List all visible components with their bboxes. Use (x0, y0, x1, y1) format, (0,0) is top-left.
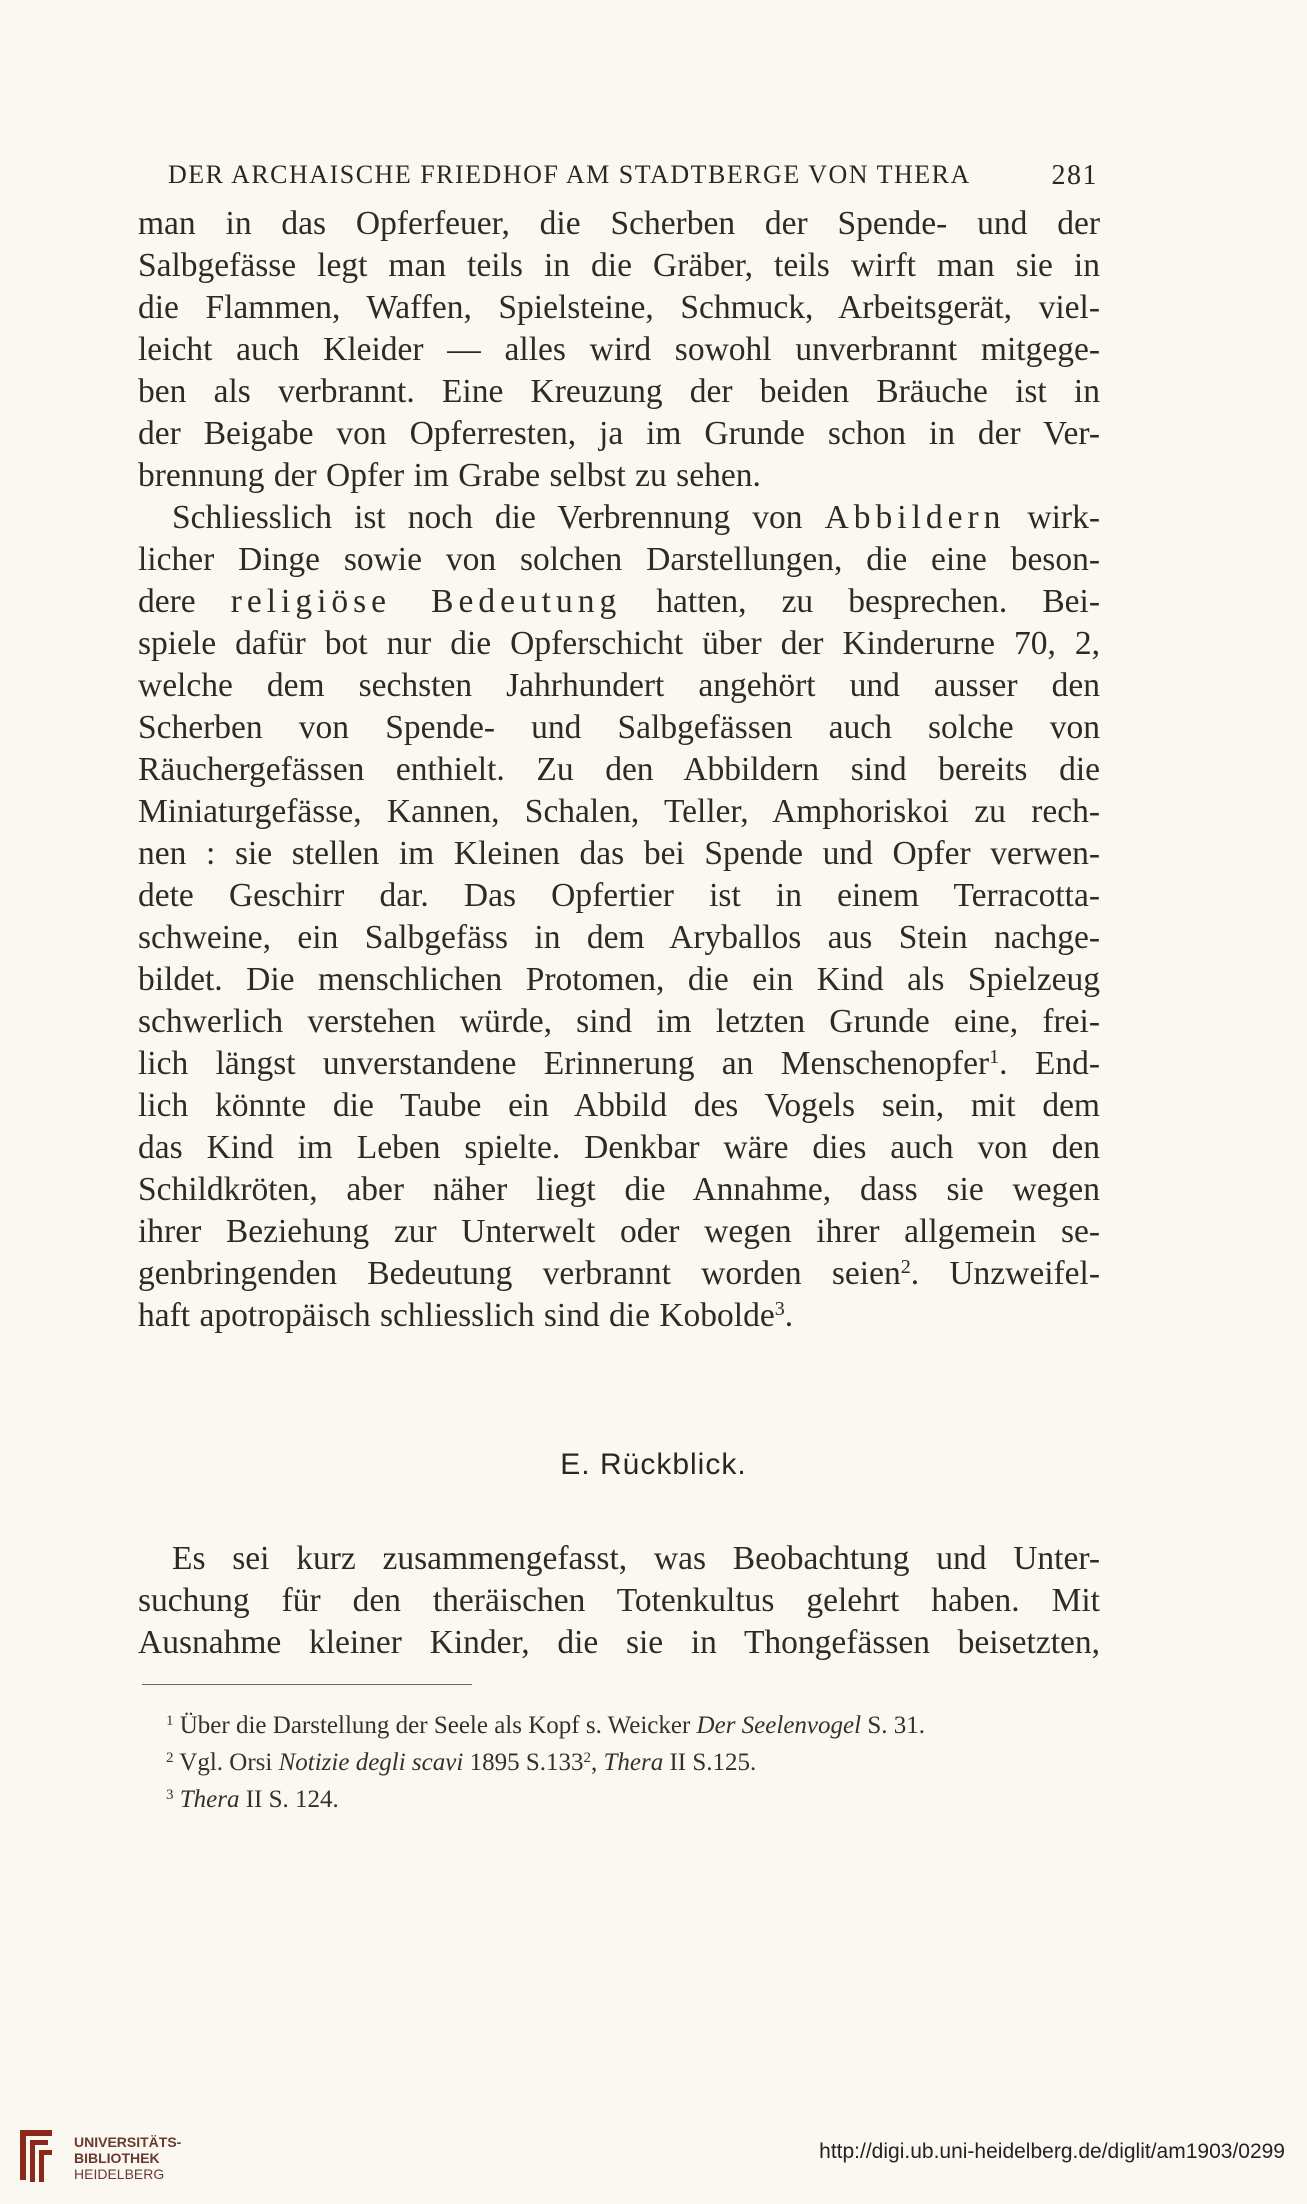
text-run: S. 31. (861, 1712, 925, 1739)
logo-line: BIBLIOTHEK (74, 2150, 160, 2166)
running-head-title: DER ARCHAISCHE FRIEDHOF AM STADTBERGE VON THERA (168, 160, 971, 189)
body-line: Es sei kurz zusammengefasst, was Beobachtung und Unter- (172, 1540, 1100, 1577)
body-line: schwerlich verstehen würde, sind im letzten Grunde eine, frei- (138, 1003, 1100, 1040)
body-line: Scherben von Spende- und Salbgefässen auch solche von (138, 709, 1100, 746)
body-line: ben als verbrannt. Eine Kreuzung der beiden Bräuche ist in (138, 373, 1100, 410)
section-heading: E. Rückblick. (560, 1448, 747, 1481)
text-run: II S. 124. (239, 1786, 339, 1813)
text-run: genbringenden Bedeutung verbrannt worden seien (138, 1255, 901, 1292)
footnote-3 (166, 1781, 1106, 1818)
body-line: man in das Opferfeuer, die Scherben der Spende- und der (138, 205, 1100, 242)
text-run: lich längst unverstandene Erinnerung an Menschenopfer (138, 1045, 990, 1082)
body-line: ihrer Beziehung zur Unterwelt oder wegen ihrer allgemein se- (138, 1213, 1100, 1250)
logo-line: HEIDELBERG (74, 2166, 165, 2182)
body-line: nen : sie stellen im Kleinen das bei Spende und Opfer verwen- (138, 835, 1100, 872)
footnote-ref: 3 (774, 1297, 785, 1320)
library-logo-icon (14, 2126, 58, 2186)
digitization-footer (0, 2122, 1307, 2204)
body-line: Schildkröten, aber näher liegt die Annahme, dass sie wegen (138, 1171, 1100, 1208)
body-line: die Flammen, Waffen, Spielsteine, Schmuck, Arbeitsgerät, viel- (138, 289, 1100, 326)
permalink-url[interactable]: http://digi.ub.uni-heidelberg.de/diglit/am1903/0299 (819, 2140, 1285, 2163)
text-run: Vgl. Orsi (173, 1749, 279, 1776)
text-run: . End- (999, 1045, 1100, 1082)
body-line: dete Geschirr dar. Das Opfertier ist in einem Terracotta- (138, 877, 1100, 914)
italic-title: Thera (173, 1786, 240, 1813)
text-run: . Unzweifel- (910, 1255, 1100, 1292)
body-line: Miniaturgefässe, Kannen, Schalen, Teller, Amphoriskoi zu rech- (138, 793, 1100, 830)
footnotes (166, 1707, 1106, 1818)
body-line: spiele dafür bot nur die Opferschicht über der Kinderurne 70, 2, (138, 625, 1100, 662)
body-line: bildet. Die menschlichen Protomen, die ein Kind als Spielzeug (138, 961, 1100, 998)
italic-title: Notizie degli scavi (278, 1749, 464, 1776)
footnote-mark: 2 (166, 1749, 174, 1766)
text-run: haft apotropäisch schliesslich sind die Kobolde (138, 1297, 775, 1334)
body-line: leicht auch Kleider — alles wird sowohl unverbrannt mitgege- (138, 331, 1100, 368)
body-line: welche dem sechsten Jahrhundert angehört und ausser den (138, 667, 1100, 704)
text-run: dere (138, 583, 231, 620)
footnote-1 (166, 1707, 1106, 1744)
page-number: 281 (1051, 160, 1098, 191)
body-line (138, 1253, 1100, 1295)
text-run: 1895 S.133 (463, 1749, 584, 1776)
body-line: suchung für den theräischen Totenkultus gelehrt haben. Mit (138, 1582, 1100, 1619)
footnote-rule (142, 1684, 472, 1685)
body-line: der Beigabe von Opferresten, ja im Grunde schon in der Ver- (138, 415, 1100, 452)
footnote-2 (166, 1744, 1106, 1781)
body-line: Ausnahme kleiner Kinder, die sie in Thongefässen beisetzten, (138, 1624, 1100, 1661)
body-line (138, 1043, 1100, 1085)
spaced-emphasis: religiöse Bedeutung (230, 583, 622, 620)
text-run: . (784, 1297, 794, 1334)
text-run: Schliesslich ist noch die Verbrennung von (172, 499, 825, 536)
body-text (138, 203, 1100, 1337)
body-line (138, 1295, 1100, 1337)
body-line (138, 497, 1100, 539)
body-line: das Kind im Leben spielte. Denkbar wäre dies auch von den (138, 1129, 1100, 1166)
body-line: Räuchergefässen enthielt. Zu den Abbildern sind bereits die (138, 751, 1100, 788)
body-line (138, 581, 1100, 623)
italic-title: Der Seelenvogel (696, 1712, 862, 1739)
footnote-ref: 1 (989, 1045, 1000, 1068)
superscript: 2 (583, 1749, 591, 1766)
footnote-ref: 2 (900, 1255, 911, 1278)
body-line: brennung der Opfer im Grabe selbst zu sehen. (138, 457, 761, 494)
body-line: licher Dinge sowie von solchen Darstellungen, die eine beson- (138, 541, 1100, 578)
text-run: hatten, zu besprechen. Bei- (621, 583, 1100, 620)
footnote-mark: 3 (166, 1786, 174, 1803)
spaced-emphasis: Abbildern (824, 499, 1006, 536)
body-text-continued (138, 1538, 1100, 1664)
logo-line: UNIVERSITÄTS- (74, 2134, 182, 2150)
italic-title: Thera (603, 1749, 664, 1776)
text-run: wirk- (1005, 499, 1100, 536)
library-logo-text (74, 2134, 181, 2182)
body-line: schweine, ein Salbgefäss in dem Aryballos aus Stein nachge- (138, 919, 1100, 956)
footnote-mark: 1 (166, 1712, 174, 1729)
text-run: II S.125. (663, 1749, 757, 1776)
body-line: lich könnte die Taube ein Abbild des Vogels sein, mit dem (138, 1087, 1100, 1124)
text-run: , (590, 1749, 604, 1776)
text-run: Über die Darstellung der Seele als Kopf s. Weicker (173, 1712, 697, 1739)
body-line: Salbgefässe legt man teils in die Gräber, teils wirft man sie in (138, 247, 1100, 284)
